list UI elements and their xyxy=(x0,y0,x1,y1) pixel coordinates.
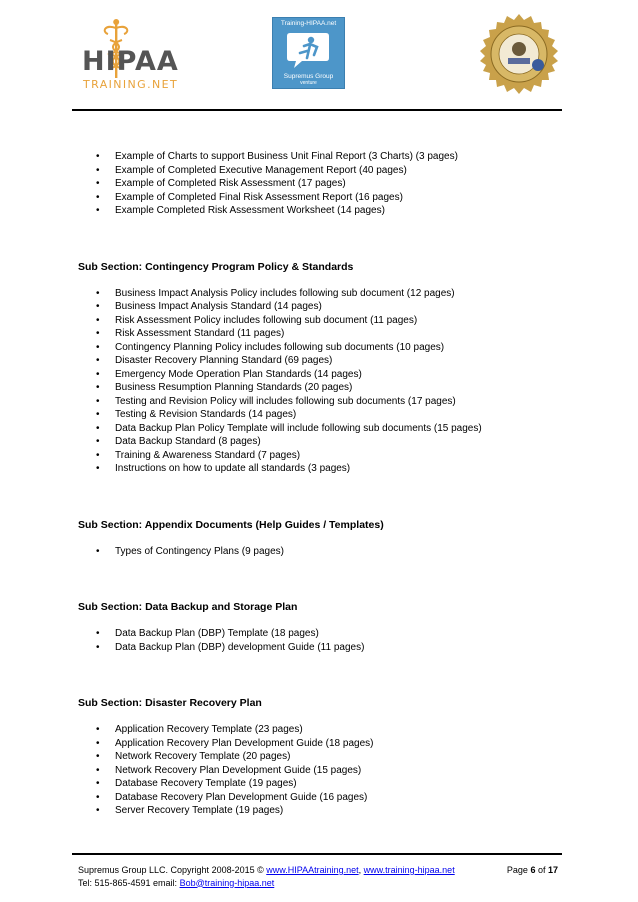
section-title: Sub Section: Contingency Program Policy & Standards xyxy=(78,260,354,273)
hipaa-logo-sub: TRAINING.NET xyxy=(83,78,179,91)
page-header xyxy=(0,0,638,110)
list-item: • Data Backup Plan (DBP) development Guide (11 pages) xyxy=(78,641,578,655)
appendix-list xyxy=(78,545,578,559)
list-item: • Business Impact Analysis Standard (14 pages) xyxy=(78,300,578,314)
list-item: • Example of Completed Risk Assessment (17 pages) xyxy=(78,177,578,191)
list-item: • Application Recovery Plan Development Guide (18 pages) xyxy=(78,737,578,751)
section-title: Sub Section: Data Backup and Storage Plan xyxy=(78,601,298,613)
footer-copyright: Supremus Group LLC. Copyright 2008-2015 © xyxy=(78,865,267,875)
list-item: • Types of Contingency Plans (9 pages) xyxy=(78,545,578,559)
footer-tel: Tel: 515-865-4591 email: xyxy=(78,877,180,888)
hipaatraining-link[interactable]: www.HIPAAtraining.net xyxy=(266,865,359,875)
footer-divider xyxy=(72,853,562,855)
list-item: • Training & Awareness Standard (7 pages) xyxy=(78,449,578,463)
certification-seal-icon xyxy=(478,13,560,95)
page-number xyxy=(507,864,558,877)
list-item: • Risk Assessment Standard (11 pages) xyxy=(78,327,578,341)
page-total: 17 xyxy=(547,865,558,875)
list-item: • Business Impact Analysis Policy includes following sub document (12 pages) xyxy=(78,287,578,301)
training-logo-company: Supremus Group xyxy=(283,73,334,80)
list-item: • Database Recovery Template (19 pages) xyxy=(78,777,578,791)
list-item: • Emergency Mode Operation Plan Standards (14 pages) xyxy=(78,368,578,382)
page-footer xyxy=(78,864,558,889)
footer-line-2 xyxy=(78,877,558,890)
intro-bullet-list xyxy=(78,150,578,218)
list-item: • Server Recovery Template (19 pages) xyxy=(78,804,578,818)
data-backup-list xyxy=(78,627,578,654)
list-item: • Network Recovery Plan Development Guide (15 pages) xyxy=(78,764,578,778)
section-title: Sub Section: Disaster Recovery Plan xyxy=(78,697,262,709)
list-item: • Example of Completed Executive Management Report (40 pages) xyxy=(78,164,578,178)
list-item: • Example Completed Risk Assessment Worksheet (14 pages) xyxy=(78,204,578,218)
list-item: • Example of Completed Final Risk Assessment Report (16 pages) xyxy=(78,191,578,205)
disaster-recovery-list xyxy=(78,723,578,818)
page-prefix: Page xyxy=(506,865,531,875)
training-hipaa-link[interactable]: www.training-hipaa.net xyxy=(363,865,455,875)
hipaa-training-logo xyxy=(80,18,180,94)
list-item: • Network Recovery Template (20 pages) xyxy=(78,750,578,764)
list-item: • Instructions on how to update all standards (3 pages) xyxy=(78,462,578,476)
email-link[interactable]: Bob@training-hipaa.net xyxy=(179,877,275,888)
header-divider xyxy=(72,109,562,111)
list-item: • Data Backup Standard (8 pages) xyxy=(78,435,578,449)
list-item: • Example of Charts to support Business Unit Final Report (3 Charts) (3 pages) xyxy=(78,150,578,164)
training-logo-site: Training-HIPAA.net xyxy=(280,20,337,27)
training-logo-tag: venture xyxy=(300,80,317,86)
speech-bubble-figure-icon xyxy=(286,31,330,69)
list-item: • Testing and Revision Policy will includes following sub documents (17 pages) xyxy=(78,395,578,409)
list-item: • Contingency Planning Policy includes following sub documents (10 pages) xyxy=(78,341,578,355)
hipaa-logo-word: HIPAA xyxy=(82,46,179,77)
list-item: • Risk Assessment Policy includes following sub document (11 pages) xyxy=(78,314,578,328)
list-item: • Database Recovery Plan Development Guide (16 pages) xyxy=(78,791,578,805)
footer-line-1 xyxy=(78,864,558,877)
list-item: • Testing & Revision Standards (14 pages) xyxy=(78,408,578,422)
document-body xyxy=(78,150,578,818)
list-item: • Data Backup Plan (DBP) Template (18 pages) xyxy=(78,627,578,641)
section-title: Sub Section: Appendix Documents (Help Guides / Templates) xyxy=(78,518,384,531)
footer-separator: , xyxy=(358,865,364,875)
list-item: • Disaster Recovery Planning Standard (69 pages) xyxy=(78,354,578,368)
training-hipaa-logo xyxy=(272,17,345,89)
page-of: of xyxy=(535,865,548,875)
list-item: • Data Backup Plan Policy Template will include following sub documents (15 pages) xyxy=(78,422,578,436)
page-current: 6 xyxy=(530,865,536,875)
contingency-policy-list xyxy=(78,287,578,476)
list-item: • Application Recovery Template (23 pages) xyxy=(78,723,578,737)
list-item: • Business Resumption Planning Standards (20 pages) xyxy=(78,381,578,395)
